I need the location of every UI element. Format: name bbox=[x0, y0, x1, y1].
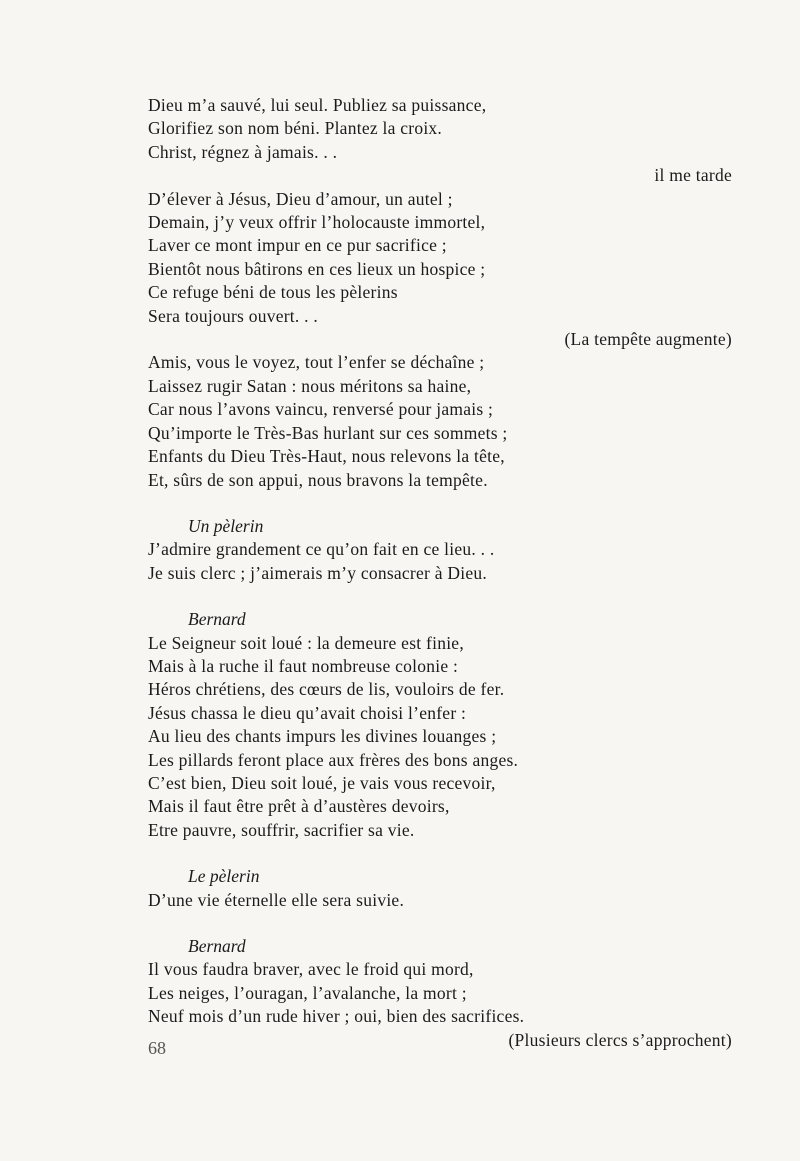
verse-line: Il vous faudra braver, avec le froid qui mord, bbox=[148, 959, 474, 980]
page-body bbox=[148, 94, 732, 1052]
verse-line: Le Seigneur soit loué : la demeure est finie, bbox=[148, 632, 464, 653]
verse-line: Demain, j’y veux offrir l’holocauste immortel, bbox=[148, 212, 486, 233]
page-number: 68 bbox=[148, 1038, 166, 1058]
speaker-name: Bernard bbox=[188, 936, 246, 956]
verse-line: Sera toujours ouvert. . . bbox=[148, 305, 319, 326]
verse-line: C’est bien, Dieu soit loué, je vais vous recevoir, bbox=[148, 772, 496, 793]
verse-line: Etre pauvre, souffrir, sacrifier sa vie. bbox=[148, 819, 415, 840]
verse-line: Je suis clerc ; j’aimerais m’y consacrer à Dieu. bbox=[148, 562, 488, 583]
verse-line: Ce refuge béni de tous les pèlerins bbox=[148, 282, 398, 303]
stanza-gap bbox=[148, 492, 732, 515]
verse-line: Enfants du Dieu Très-Haut, nous relevons la tête, bbox=[148, 446, 505, 467]
verse-line: Dieu m’a sauvé, lui seul. Publiez sa puissance, bbox=[148, 95, 487, 115]
verse-line: Laver ce mont impur en ce pur sacrifice ; bbox=[148, 235, 447, 256]
verse-line: J’admire grandement ce qu’on fait en ce lieu. . . bbox=[148, 539, 495, 560]
verse-line: Neuf mois d’un rude hiver ; oui, bien des sacrifices. bbox=[148, 1006, 525, 1027]
verse-line: Jésus chassa le dieu qu’avait choisi l’enfer : bbox=[148, 702, 467, 723]
verse-line: Christ, régnez à jamais. . . bbox=[148, 141, 338, 162]
verse-line: Et, sûrs de son appui, nous bravons la tempête. bbox=[148, 469, 488, 490]
verse-line: D’élever à Jésus, Dieu d’amour, un autel ; bbox=[148, 188, 453, 209]
stage-direction: (Plusieurs clercs s’approchent) bbox=[508, 1029, 732, 1050]
speaker-name: Un pèlerin bbox=[188, 515, 264, 536]
verse-line: Mais à la ruche il faut nombreuse colonie : bbox=[148, 655, 459, 676]
verse-line: Bientôt nous bâtirons en ces lieux un hospice ; bbox=[148, 258, 486, 279]
stage-direction: il me tarde bbox=[654, 165, 732, 186]
speaker-name: Le pèlerin bbox=[188, 866, 260, 887]
stanza-gap bbox=[148, 842, 732, 865]
verse-line: Au lieu des chants impurs les divines louanges ; bbox=[148, 726, 497, 747]
speaker-name: Bernard bbox=[188, 609, 246, 630]
verse-line: Les pillards feront place aux frères des bons anges. bbox=[148, 749, 519, 770]
verse-line: Qu’importe le Très-Bas hurlant sur ces sommets ; bbox=[148, 422, 508, 443]
verse-line: Amis, vous le voyez, tout l’enfer se déchaîne ; bbox=[148, 352, 485, 373]
verse-line: Glorifiez son nom béni. Plantez la croix. bbox=[148, 118, 443, 139]
verse-line: Les neiges, l’ouragan, l’avalanche, la mort ; bbox=[148, 982, 467, 1003]
verse-line: Mais il faut être prêt à d’austères devoirs, bbox=[148, 796, 450, 817]
verse-line: D’une vie éternelle elle sera suivie. bbox=[148, 889, 405, 910]
verse-line: Car nous l’avons vaincu, renversé pour jamais ; bbox=[148, 399, 494, 420]
verse-line: Laissez rugir Satan : nous méritons sa haine, bbox=[148, 375, 472, 396]
verse-line: Héros chrétiens, des cœurs de lis, vouloirs de fer. bbox=[148, 679, 505, 700]
stanza-gap bbox=[148, 585, 732, 608]
stage-direction: (La tempête augmente) bbox=[564, 329, 732, 350]
stanza-gap bbox=[148, 912, 732, 935]
